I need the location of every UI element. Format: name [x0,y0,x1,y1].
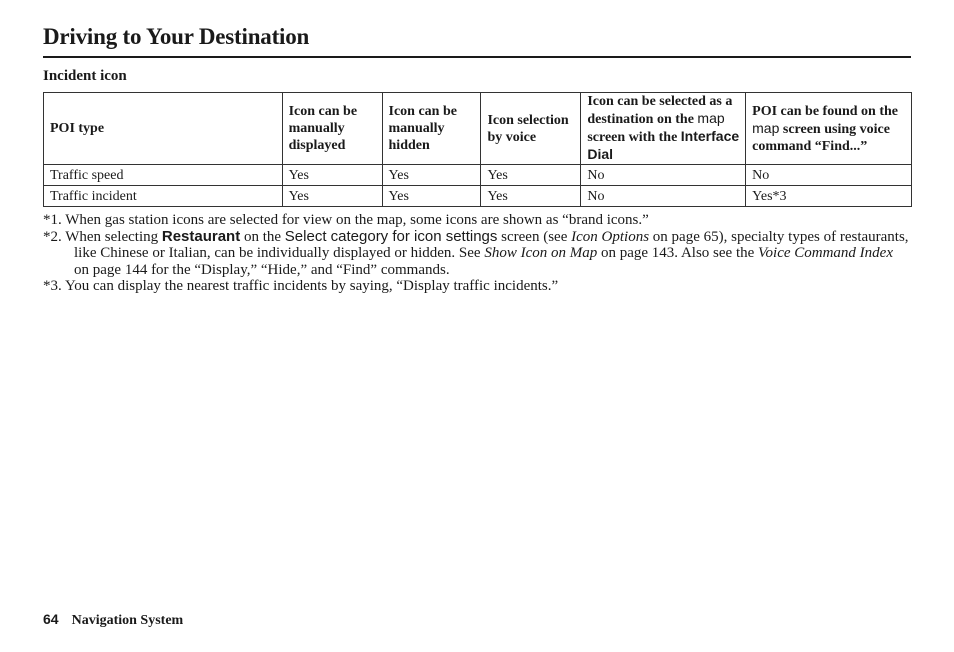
table-cell: Yes [481,165,581,186]
map-label: map [697,110,725,126]
header-found-by-voice [746,93,912,165]
header-manually-hidden: Icon can be manually hidden [382,93,481,165]
page-number: 64 [43,611,59,627]
footer-label: Navigation System [71,613,184,628]
footnote-3: *3. You can display the nearest traffic incidents by saying, “Display traffic incidents.” [43,278,559,294]
table-cell: No [581,165,746,186]
table-cell: Yes [382,165,481,186]
table-cell: Yes [382,186,481,207]
page-title: Driving to Your Destination [43,24,310,49]
table-cell: No [581,186,746,207]
header-text: screen using voice command “Find...” [752,121,890,154]
table-row [44,165,912,186]
header-text: POI can be found on the [752,103,898,119]
section-heading: Incident icon [43,68,127,84]
restaurant-label: Restaurant [161,227,241,245]
table-row [44,186,912,207]
reference-voice-command-index: Voice Command Index [758,245,893,261]
header-manually-displayed: Icon can be manually displayed [282,93,382,165]
footnotes [43,212,911,295]
table-cell: No [746,165,912,186]
note-text: *2. When selecting [43,228,159,245]
header-poi-type: POI type [44,93,283,165]
note-text: screen (see [501,228,568,245]
footnote-1: *1. When gas station icons are selected for view on the map, some icons are shown as “brand icons.” [43,212,649,228]
table-cell: Traffic incident [44,186,283,207]
table-cell: Yes*3 [746,186,912,207]
header-selectable-destination [581,93,746,165]
interface-dial-label: Interface Dial [587,128,740,162]
reference-show-icon-on-map: Show Icon on Map [484,245,598,261]
table-header-row [44,93,912,165]
note-text: on page 144 for the “Display,” “Hide,” and “Find” commands. [74,261,450,278]
note-text: on the [243,228,282,245]
table-cell: Yes [282,165,382,186]
screen-name-label: Select category for icon settings [284,227,498,245]
note-text: on page 143. Also see the [600,245,755,261]
header-selection-by-voice: Icon selection by voice [481,93,581,165]
table-cell: Traffic speed [44,165,283,186]
table-cell: Yes [282,186,382,207]
header-text: screen with the [587,130,678,145]
incident-icon-table [43,92,912,207]
footnote-2 [43,229,911,279]
title-divider [43,56,911,58]
note-text: on page 65), specialty types of restaurants, like Chinese or Italian, can be individually displayed or hidden. See [74,228,909,261]
reference-icon-options: Icon Options [571,228,650,245]
table-cell: Yes [481,186,581,207]
page-footer [43,611,183,629]
map-label: map [752,119,780,136]
header-text: Icon can be selected as a destination on the [587,94,733,127]
